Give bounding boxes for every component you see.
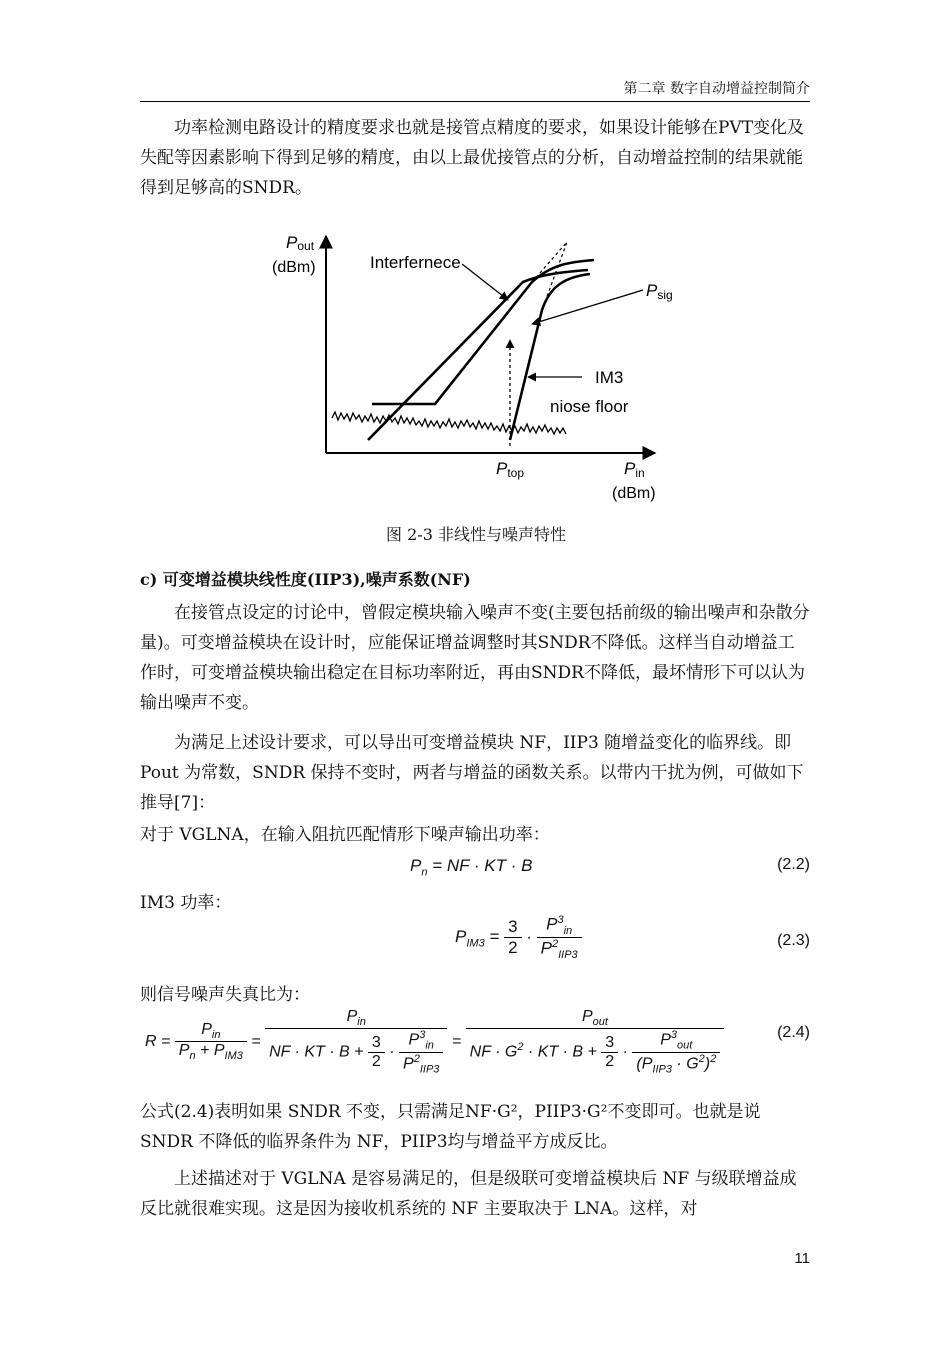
section-heading: c) 可变增益模块线性度(IIP3),噪声系数(NF) — [140, 570, 471, 589]
header-rule — [140, 101, 810, 102]
running-header: 第二章 数字自动增益控制简介 — [623, 81, 810, 97]
paragraph-2: 在接管点设定的讨论中，曾假定模块输入噪声不变(主要包括前级的输出噪声和杂散分量)。可变增益模块在设计时，应能保证增益调整时其SNDR不降低。这样当自动增益工作时，可变增益模块输出稳定在目标功率附近，再由SNDR不降低，最坏情形下可以认为输出噪声不变。 — [140, 603, 810, 713]
equation-2-2: $P_n$ = NF · KT · B — [410, 856, 533, 879]
psig-label: Psig — [646, 281, 673, 302]
im3-label: IM3 — [595, 368, 624, 387]
equation-2-3: $P_{IM3}$ = $\frac{3}{2}$ · $\frac{P^3_{in}}{P^2_{IIP3}}$ — [455, 914, 582, 961]
snr-intro: 则信号噪声失真比为： — [140, 985, 310, 1005]
equation-2-4: R = $\frac{P_{in}}{P_n + P_{IM3}}$ = $P_{in}$ NF · KT · B + $\frac{3}{2}$ · $\frac{P^3_{in}}{P^2_{IIP3}}$ = $P_{out}$ NF · $G^2$ · KT · B + $\frac{3}{2}$ · $\frac{P^3_{out}}{(P_{IIP3} \cdot G^2)^2}$ — [145, 1008, 724, 1075]
x-axis-label: Pin — [624, 459, 645, 480]
paragraph-1: 功率检测电路设计的精度要求也就是接管点精度的要求，如果设计能够在PVT变化及失配等因素影响下得到足够的精度，由以上最优接管点的分析，自动增益控制的结果就能得到足够高的SNDR。 — [140, 118, 805, 198]
paragraph-3: 为满足上述设计要求，可以导出可变增益模块 NF，IIP3 随增益变化的临界线。即 Pout 为常数，SNDR 保持不变时，两者与增益的函数关系。以带内干扰为例，可做如下推导[7]： — [140, 733, 804, 813]
equation-number-2-2: (2.2) — [777, 856, 810, 873]
nonlinearity-noise-figure — [260, 222, 700, 512]
noise-floor-label: niose floor — [550, 397, 629, 416]
equation-number-2-3: (2.3) — [777, 932, 810, 949]
paragraph-6: 上述描述对于 VGLNA 是容易满足的，但是级联可变增益模块后 NF 与级联增益成反比就很难实现。这是因为接收机系统的 NF 主要取决于 LNA。这样，对 — [140, 1169, 797, 1219]
page-number: 11 — [794, 1250, 810, 1267]
paragraph-4: 对于 VGLNA，在输入阻抗匹配情形下噪声输出功率： — [140, 825, 550, 845]
figure-caption: 图 2-3 非线性与噪声特性 — [386, 525, 566, 544]
y-axis-label: Pout — [286, 233, 315, 253]
x-axis-unit: (dBm) — [612, 485, 656, 502]
ptop-label: Ptop — [496, 459, 525, 480]
intercept-extrapolation — [532, 242, 567, 310]
im3-power-label: IM3 功率： — [140, 893, 232, 913]
paragraph-5: 公式(2.4)表明如果 SNDR 不变，只需满足NF·G²，PIIP3·G²不变即可。也就是说 SNDR 不降低的临界条件为 NF，PIIP3均与增益平方成反比。 — [140, 1102, 761, 1152]
noise-floor-trace — [332, 412, 566, 434]
interference-label: Interfernece — [370, 253, 461, 272]
interference-curve — [372, 260, 594, 404]
equation-number-2-4: (2.4) — [777, 1024, 810, 1041]
y-axis-unit: (dBm) — [272, 259, 316, 276]
